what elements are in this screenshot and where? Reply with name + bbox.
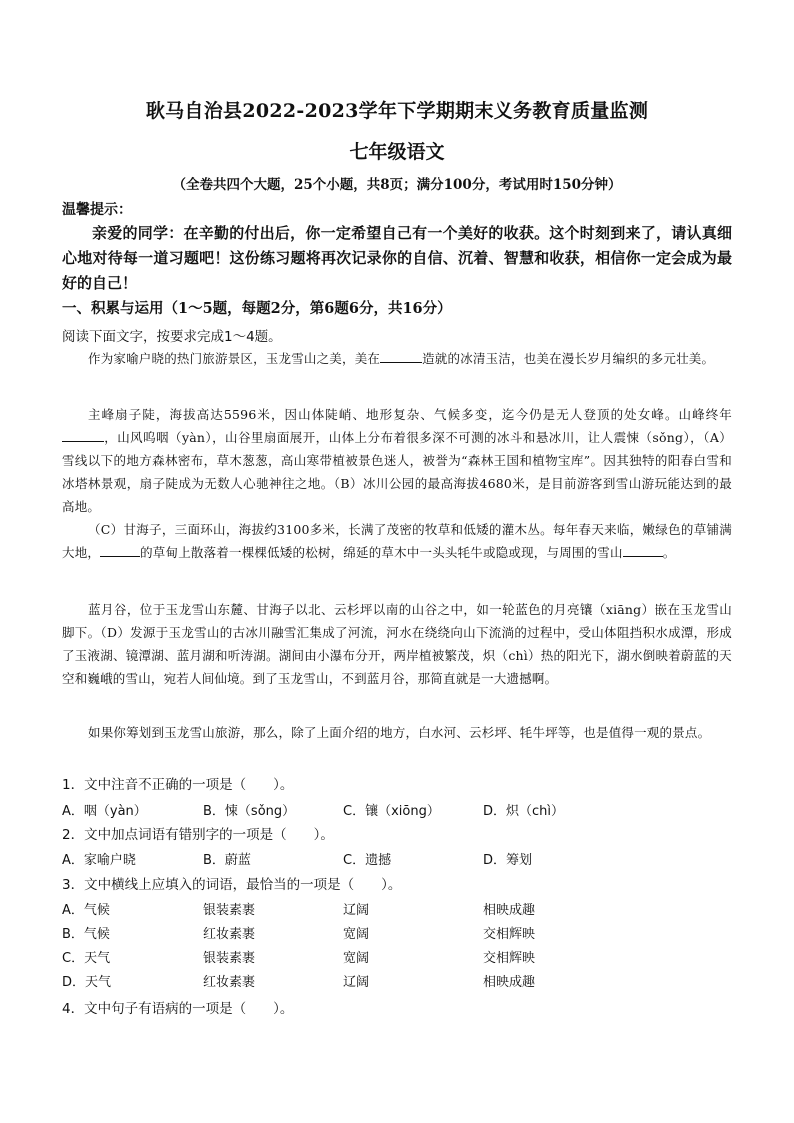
q3-option-b-1: B．气候	[62, 927, 110, 942]
q3-option-d-2: 红妆素裹	[203, 975, 256, 990]
exam-info: （全卷共四个大题，25个小题，共8页；满分100分，考试用时150分钟）	[172, 177, 622, 193]
exam-title: 耿马自治县2022-2023学年下学期期末义务教育质量监测	[145, 100, 649, 122]
question-3-stem: 3．文中横线上应填入的词语，最恰当的一项是（ ）。	[62, 877, 402, 893]
passage-paragraph-3	[62, 518, 732, 564]
q1-option-d: D．炽（chì）	[483, 804, 565, 819]
q3-option-a-4: 相映成趣	[483, 903, 536, 918]
p1-text-a: 作为家喻户晓的热门旅游景区，玉龙雪山之美，美在	[88, 351, 381, 366]
p3-text-c: 。	[662, 545, 676, 560]
p3-text-b: 的草甸上散落着一棵棵低矮的松树，绵延的草木中一头头牦牛或隐或现，与周围的雪山	[140, 545, 623, 560]
q3-option-c-1: C．天气	[62, 951, 111, 966]
p3-text-a: （C）甘海子，三面环山，海拔约3100多米，长满了茂密的牧草和低矮的灌木丛。每年春天来临，嫩绿色的草铺满大地，	[62, 522, 732, 560]
q1-option-b: B．悚（sǒng）	[203, 804, 296, 819]
passage-paragraph-2	[62, 403, 732, 518]
q3-option-d-3: 辽阔	[343, 975, 370, 990]
q2-option-c: C．遗撼	[343, 853, 392, 868]
q3-option-c-2: 银装素裹	[203, 951, 256, 966]
passage-paragraph-1	[62, 347, 732, 370]
blank-3	[100, 544, 140, 558]
q2-option-b: B．蔚蓝	[203, 853, 251, 868]
q3-option-b-4: 交相辉映	[483, 927, 536, 942]
q3-option-d-1: D．天气	[62, 975, 112, 990]
question-4-stem: 4．文中句子有语病的一项是（ ）。	[62, 1001, 294, 1017]
q3-option-c-4: 交相辉映	[483, 951, 536, 966]
q2-option-d: D．筹划	[483, 853, 533, 868]
q3-option-b-2: 红妆素裹	[203, 927, 256, 942]
q3-option-d-4: 相映成趣	[483, 975, 536, 990]
hint-text: 亲爱的同学：在辛勤的付出后，你一定希望自己有一个美好的收获。这个时刻到来了，请认真细心地对待每一道习题吧！这份练习题将再次记录你的自信、沉着、智慧和收获，相信你一定会成为最好的自己！	[62, 224, 732, 292]
section-1-title: 一、积累与运用（1～5题，每题2分，第6题6分，共16分）	[62, 300, 452, 317]
blank-1	[380, 350, 422, 364]
p2-text-b: ，山风呜咽（yàn），山谷里扇面展开，山体上分布着很多深不可测的冰斗和悬冰川，让人震悚（sǒng），（A）雪线以下的地方森林密布，草木葱葱，高山寒带植被景色迷人，被誉为“森林王国和植物宝库”。因其独特的阳春白雪和冰塔林景观，扇子陡成为无数人心驰神往之地。（B）冰川公园的最高海拔4680米，是目前游客到雪山游玩能达到的最高地。	[62, 430, 732, 514]
hint-label: 温馨提示：	[62, 202, 132, 218]
section-1-intro: 阅读下面文字，按要求完成1～4题。	[62, 329, 282, 345]
passage-paragraph-4: 蓝月谷，位于玉龙雪山东麓、甘海子以北、云杉坪以南的山谷之中，如一轮蓝色的月亮镶（xiāng）嵌在玉龙雪山脚下。（D）发源于玉龙雪山的古冰川融雪汇集成了河流，河水在绕绕向山下流淌的过程中，受山体阻挡积水成潭，形成了玉液湖、镜潭湖、蓝月湖和听涛湖。湖间由小瀑布分开，两岸植被繁茂，炽（chì）热的阳光下，湖水倒映着蔚蓝的天空和巍峨的雪山，宛若人间仙境。到了玉龙雪山，不到蓝月谷，那简直就是一大遗撼啊。	[62, 602, 732, 686]
blank-2	[62, 429, 104, 443]
q3-option-a-2: 银装素裹	[203, 903, 256, 918]
question-1-stem: 1．文中注音不正确的一项是（ ）。	[62, 777, 294, 793]
p2-text-a: 主峰扇子陡，海拔高达5596米，因山体陡峭、地形复杂、气候多变，迄今仍是无人登顶的处女峰。山峰终年	[88, 407, 732, 422]
q3-option-b-3: 宽阔	[343, 927, 370, 942]
q3-option-a-1: A．气候	[62, 903, 110, 918]
q2-option-a: A．家喻户晓	[62, 853, 136, 868]
exam-subject: 七年级语文	[349, 141, 445, 163]
q1-option-c: C．镶（xiōng）	[343, 804, 440, 819]
blank-4	[623, 544, 663, 558]
passage-paragraph-5: 如果你筹划到玉龙雪山旅游，那么，除了上面介绍的地方，白水河、云杉坪、牦牛坪等，也是值得一观的景点。	[88, 725, 711, 740]
q1-option-a: A．咽（yàn）	[62, 804, 147, 819]
q3-option-c-3: 宽阔	[343, 951, 370, 966]
question-2-stem: 2．文中加点词语有错别字的一项是（ ）。	[62, 827, 334, 843]
p1-text-b: 造就的冰清玉洁，也美在漫长岁月编织的多元壮美。	[422, 351, 715, 366]
q3-option-a-3: 辽阔	[343, 903, 370, 918]
